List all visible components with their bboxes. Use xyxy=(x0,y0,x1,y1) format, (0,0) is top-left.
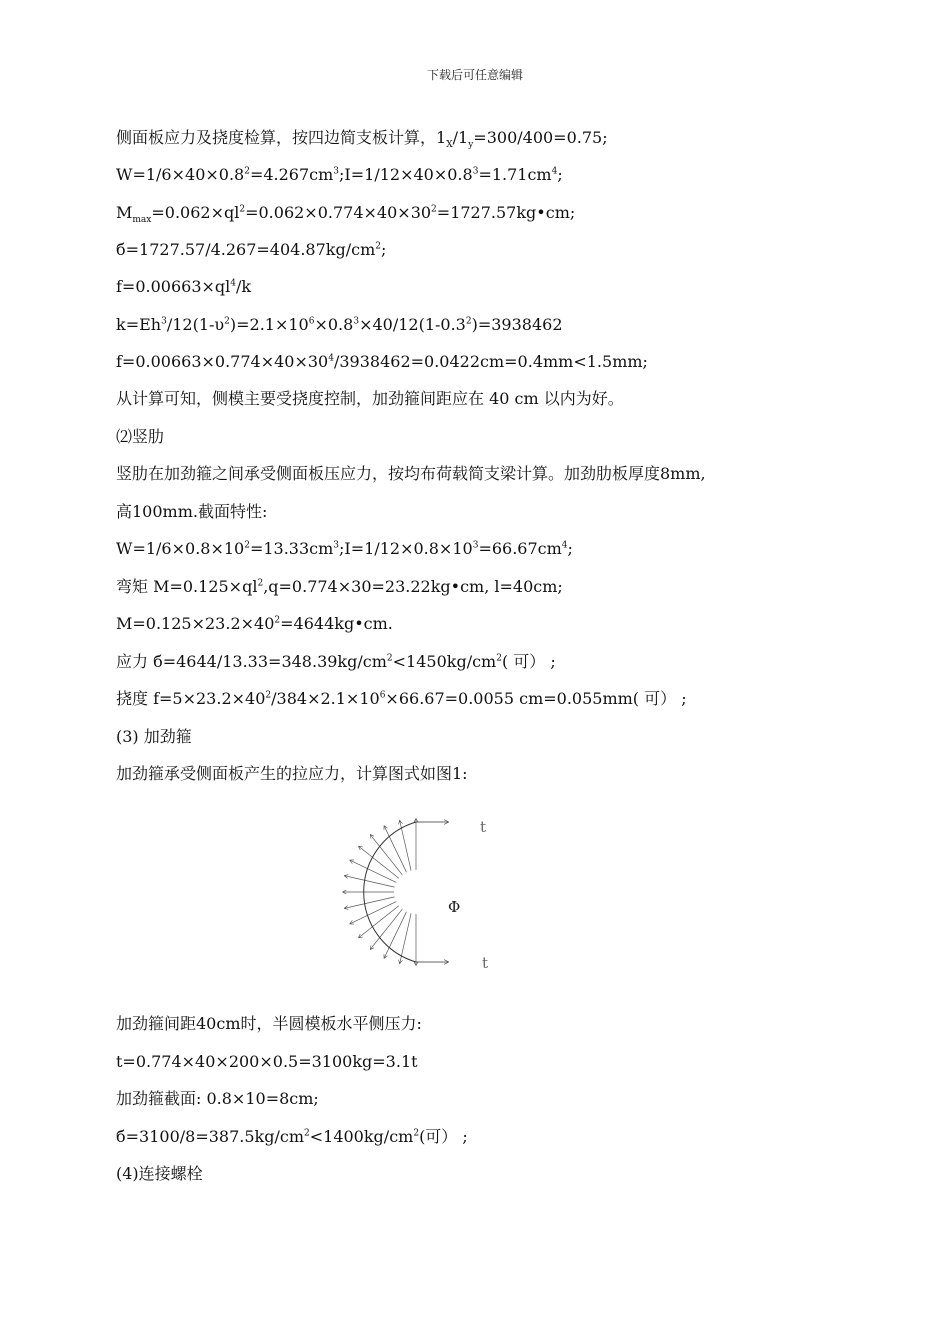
text-line-13: 弯矩 $M=0.125\times ql^2,q=0.774\times 30=23.22kg•cm$, l=40cm; xyxy=(116,577,563,596)
pressure-arrows xyxy=(343,819,416,965)
text-line-2: $W=1/6\times 40\times 0.8^2=4.267cm^3;I=1/12\times 40\times 0.8^3=1.71cm^4$; xyxy=(116,165,563,184)
text-line-16: 挠度 $f=5\times 23.2\times 40^2/384\times 2.1\times 10^6\times 66.67=0.0055$ cm=0.055mm( 可） ; xyxy=(116,689,687,708)
text-line-12: $W=1/6\times 0.8\times 10^2=13.33cm^3;I=1/12\times 0.8\times 10^3=66.67cm^4$; xyxy=(116,539,573,558)
text-line-8: 从计算可知，侧模主要受挠度控制，加劲箍间距应在 40 cm 以内为好。 xyxy=(116,389,624,408)
pressure-arrow xyxy=(384,826,406,872)
text-line-6: $k=Eh^3/12(1-\upsilon^2)=2.1\times 10^6\times 0.8^3\times 40/12(1-0.3^2)=3938462$ xyxy=(116,315,563,334)
pressure-arrow xyxy=(345,876,395,887)
text-line-20: t=0.774×40×200×0.5=3100kg=3.1t xyxy=(116,1052,418,1071)
text-line-18: 加劲箍承受侧面板产生的拉应力，计算图式如图1: xyxy=(116,764,468,783)
text-line-7: $f=0.00663\times 0.774\times 40\times 30^4/3938462=0.0422cm=0.4mm<1.5mm$; xyxy=(116,352,648,371)
label-t-bottom: t xyxy=(482,954,489,972)
label-phi: Φ xyxy=(448,898,461,916)
pressure-arrow xyxy=(350,860,396,882)
text-line-19: 加劲箍间距40cm时，半圆模板水平侧压力: xyxy=(116,1014,422,1033)
text-line-15: 应力 $б=4644/13.33=348.39kg/cm^2<1450kg/cm^2$( 可） ; xyxy=(116,652,556,671)
section-heading-stiffening-hoop: (3) 加劲箍 xyxy=(116,727,192,746)
text-line-21: 加劲箍截面: 0.8×10=8cm; xyxy=(116,1089,319,1108)
label-t-top: t xyxy=(480,818,487,836)
text-line-22: $б=3100/8=387.5kg/cm^2<1400kg/cm^2$(可） ; xyxy=(116,1127,468,1146)
pressure-arrow xyxy=(350,902,396,924)
text-line-1: 侧面板应力及挠度检算，按四边简支板计算，$1_X/1_y=300/400=0.75$; xyxy=(116,128,608,151)
text-line-4: $б=1727.57/4.267=404.87kg/cm^2$; xyxy=(116,240,387,259)
text-line-3: $M_{max}=0.062\times ql^2=0.062\times 0.774\times 40\times 30^2=1727.57kg•cm$; xyxy=(116,203,576,226)
text-line-5: $f=0.00663\times ql^4/k$ xyxy=(116,277,252,296)
text-line-11: 高100mm.截面特性: xyxy=(116,502,268,521)
pressure-arrow xyxy=(345,897,395,908)
page-header: 下载后可任意编辑 xyxy=(426,68,523,82)
pressure-arrow xyxy=(384,912,406,958)
figure-semicircle-pressure-diagram xyxy=(330,812,510,977)
section-heading-bolts: (4)连接螺栓 xyxy=(116,1164,203,1183)
text-line-14: $M=0.125\times 23.2\times 40^2=4644kg•cm$. xyxy=(116,614,393,633)
section-heading-vertical-rib: ⑵竖肋 xyxy=(116,427,165,446)
text-line-10: 竖肋在加劲箍之间承受侧面板压应力，按均布荷载简支梁计算。加劲肋板厚度8mm, xyxy=(116,464,706,483)
